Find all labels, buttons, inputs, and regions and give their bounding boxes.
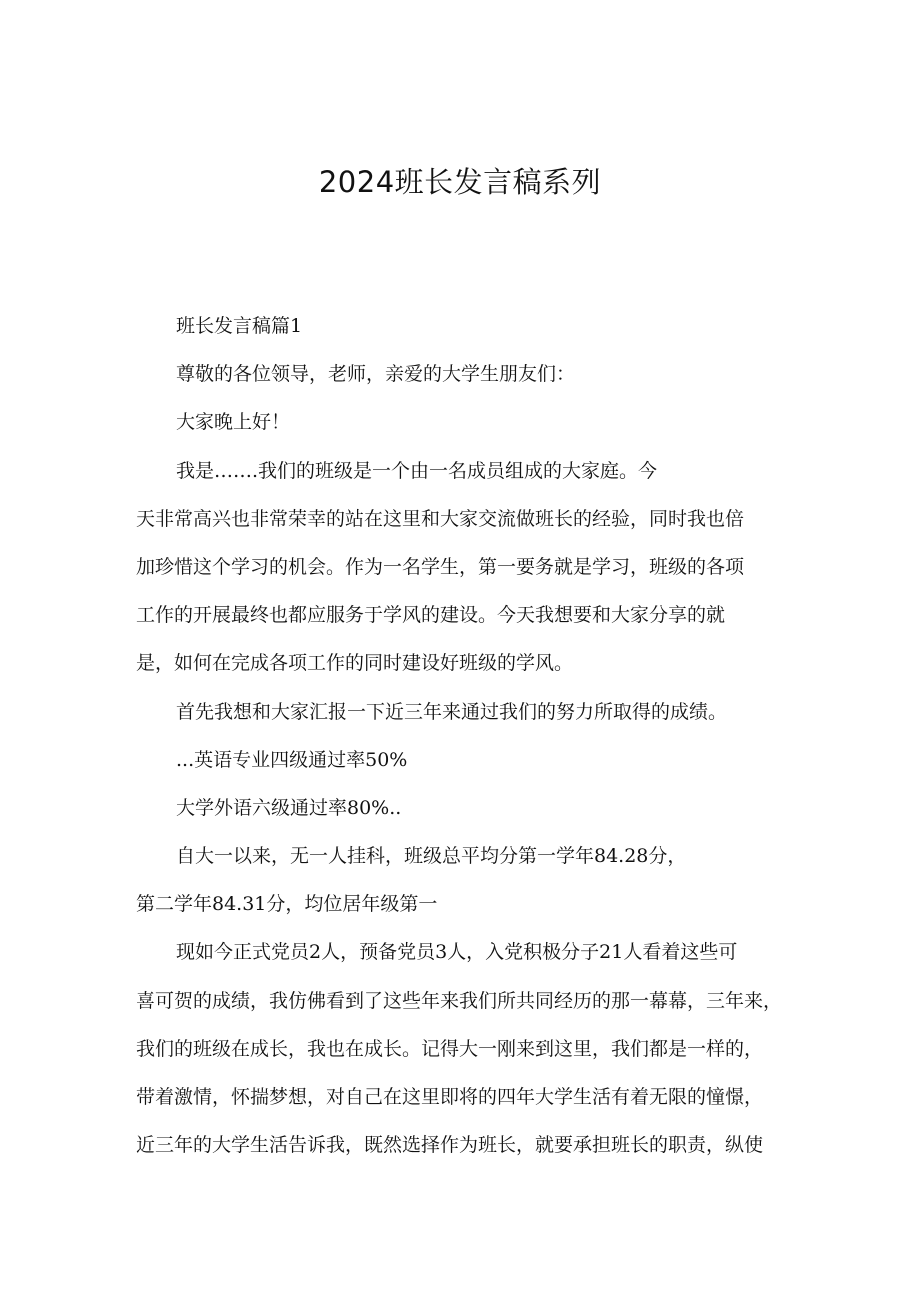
text-line: 是，如何在完成各项工作的同时建设好班级的学风。 (136, 652, 574, 675)
text-line: 第二学年84.31分，均位居年级第一 (136, 893, 438, 916)
text-line: ...英语专业四级通过率50% (176, 748, 408, 771)
document-body (136, 302, 804, 1169)
text-line: 大学外语六级通过率80%.. (176, 796, 402, 819)
text-line: 带着激情，怀揣梦想，对自己在这里即将的四年大学生活有着无限的憧憬， (136, 1086, 764, 1108)
text-line: 近三年的大学生活告诉我，既然选择作为班长，就要承担班长的职责，纵使 (136, 1134, 764, 1157)
document-title: 2024班长发言稿系列 (318, 165, 602, 199)
text-line: 大家晚上好！ (176, 411, 291, 434)
text-line: 喜可贺的成绩，我仿佛看到了这些年来我们所共同经历的那一幕幕，三年来， (136, 989, 783, 1012)
text-line: 加珍惜这个学习的机会。作为一名学生，第一要务就是学习，班级的各项 (136, 555, 745, 578)
text-line: 现如今正式党员2人，预备党员3人，入党积极分子21人看着这些可 (176, 941, 738, 964)
text-line: 我是…….我们的班级是一个由一名成员组成的大家庭。今 (176, 459, 658, 482)
text-line: 首先我想和大家汇报一下近三年来通过我们的努力所取得的成绩。 (176, 700, 728, 723)
text-line: 自大一以来，无一人挂科，班级总平均分第一学年84.28分， (176, 845, 687, 868)
text-line: 天非常高兴也非常荣幸的站在这里和大家交流做班长的经验，同时我也倍 (136, 507, 745, 530)
text-line: 工作的开展最终也都应服务于学风的建设。今天我想要和大家分享的就 (136, 604, 726, 627)
text-line: 班长发言稿篇1 (176, 315, 303, 337)
text-line: 我们的班级在成长，我也在成长。记得大一刚来到这里，我们都是一样的， (136, 1037, 764, 1060)
text-line: 尊敬的各位领导，老师，亲爱的大学生朋友们： (176, 363, 576, 386)
